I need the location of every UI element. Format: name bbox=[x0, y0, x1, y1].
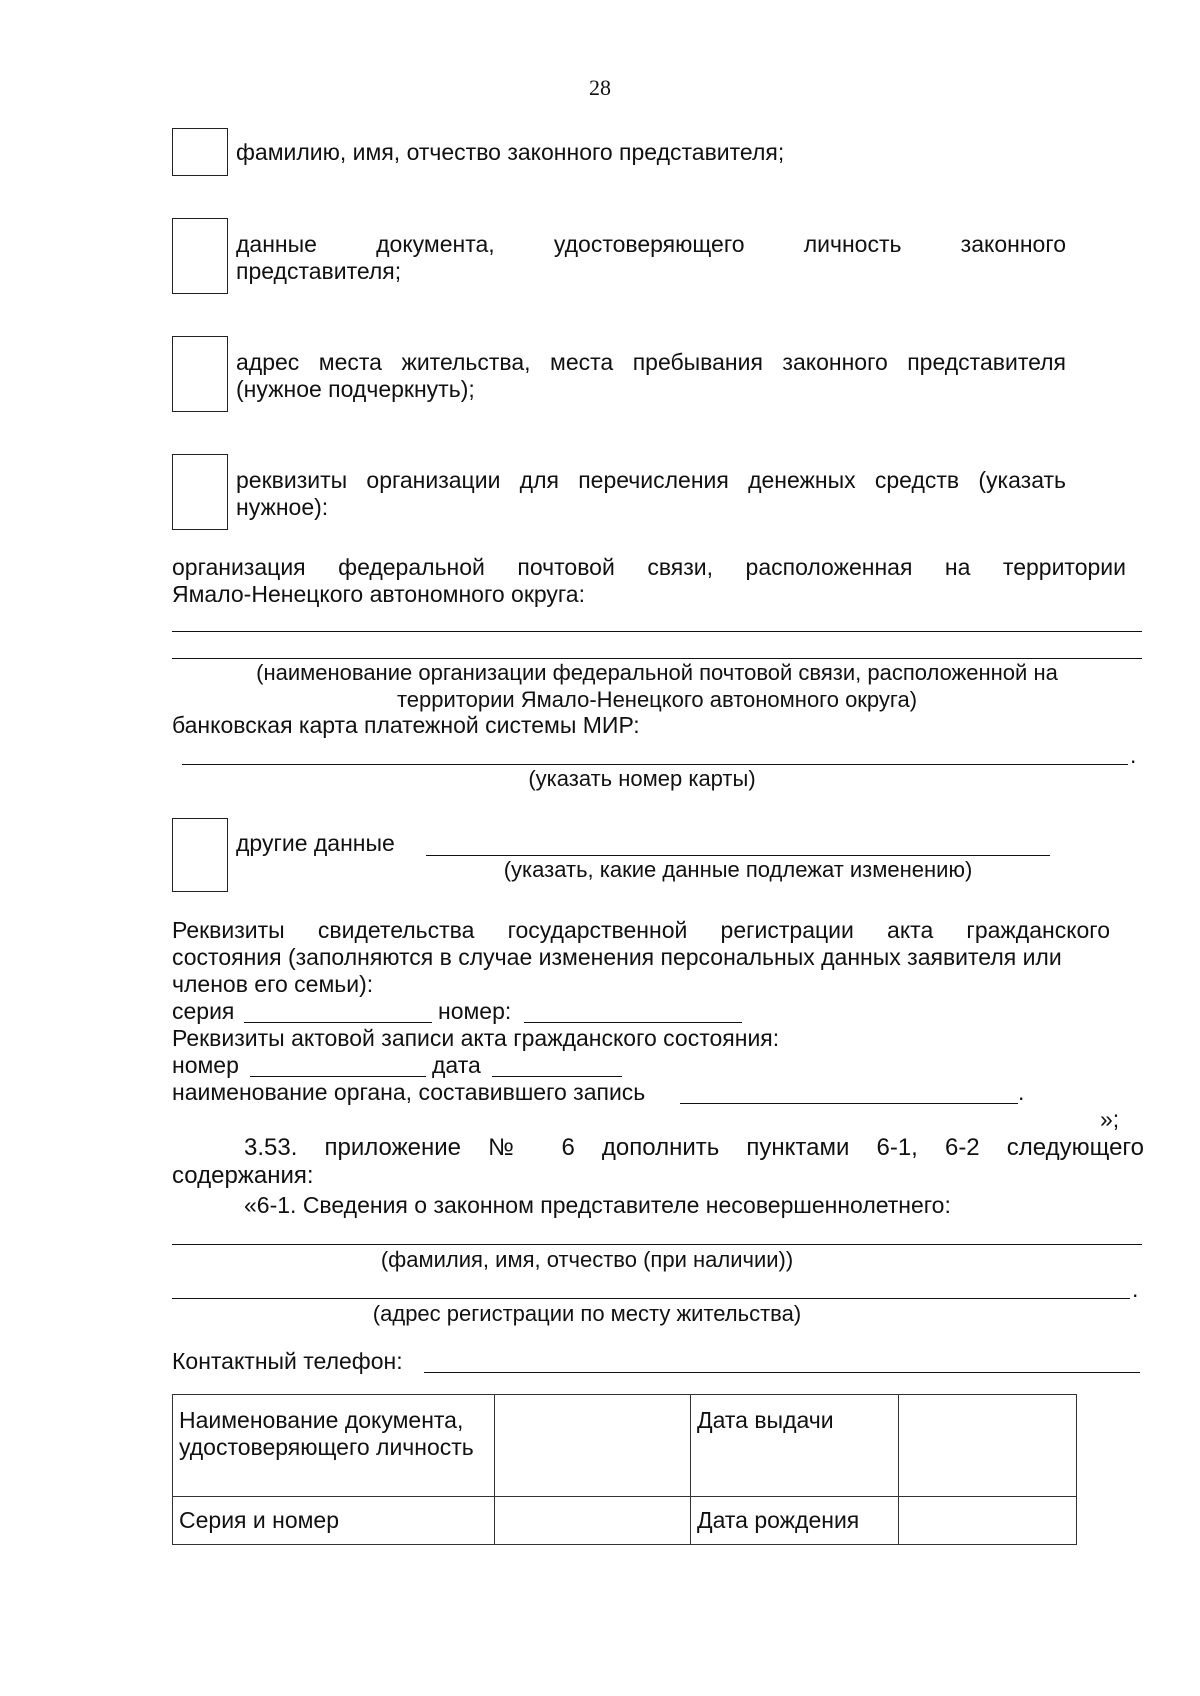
record-date-label: дата bbox=[432, 1052, 481, 1078]
table-cell-series-number-value[interactable] bbox=[495, 1497, 691, 1545]
postal-organization-text: организация федеральной почтовой связи, расположенная на территории bbox=[172, 554, 1126, 580]
table-row bbox=[173, 1497, 1077, 1545]
document-table bbox=[172, 1394, 1077, 1545]
number-label: номер: bbox=[438, 998, 512, 1024]
representative-name-field[interactable] bbox=[172, 1244, 1142, 1245]
section-61-title: «6-1. Сведения о законном представителе несовершеннолетнего: bbox=[244, 1192, 951, 1218]
name-caption: (фамилия, имя, отчество (при наличии)) bbox=[380, 1247, 794, 1272]
section-353-heading-cont: содержания: bbox=[172, 1162, 314, 1189]
series-field[interactable] bbox=[244, 1022, 432, 1023]
authority-label: наименование органа, составившего запись bbox=[172, 1079, 646, 1105]
postal-organization-line-1[interactable] bbox=[172, 631, 1142, 632]
closing-quote: »; bbox=[1100, 1106, 1120, 1132]
record-title: Реквизиты актовой записи акта гражданского состояния: bbox=[172, 1025, 780, 1051]
table-cell-series-number-label: Серия и номер bbox=[173, 1497, 495, 1545]
item-representative-address: адрес места жительства, места пребывания законного представителя bbox=[236, 349, 1066, 375]
postal-caption-2: территории Ямало-Ненецкого автономного округа) bbox=[396, 687, 918, 712]
table-cell-birth-date-label: Дата рождения bbox=[691, 1497, 899, 1545]
certificate-text-1: Реквизиты свидетельства государственной регистрации акта гражданского bbox=[172, 917, 1110, 943]
phone-field[interactable] bbox=[424, 1372, 1140, 1373]
record-number-field[interactable] bbox=[250, 1076, 426, 1077]
checkbox-representative-document[interactable] bbox=[172, 218, 228, 294]
checkbox-representative-address[interactable] bbox=[172, 336, 228, 412]
table-row bbox=[173, 1395, 1077, 1497]
certificate-text-2: состояния (заполняются в случае изменения персональных данных заявителя или bbox=[172, 944, 1062, 970]
item-representative-document-cont: представителя; bbox=[236, 258, 402, 284]
series-label: серия bbox=[172, 998, 235, 1024]
checkbox-representative-name[interactable] bbox=[172, 128, 228, 176]
item-representative-address-cont: (нужное подчеркнуть); bbox=[236, 376, 475, 402]
item-payment-details: реквизиты организации для перечисления денежных средств (указать bbox=[236, 467, 1066, 493]
other-data-label: другие данные bbox=[236, 830, 395, 856]
item-representative-document: данные документа, удостоверяющего личность законного bbox=[236, 231, 1066, 257]
authority-field[interactable] bbox=[680, 1103, 1018, 1104]
address-caption: (адрес регистрации по месту жительства) bbox=[372, 1301, 802, 1326]
certificate-text-3: членов его семьи): bbox=[172, 971, 374, 997]
table-cell-birth-date-value[interactable] bbox=[899, 1497, 1077, 1545]
address-end: . bbox=[1132, 1276, 1139, 1302]
postal-organization-text-cont: Ямало-Ненецкого автономного округа: bbox=[172, 581, 585, 607]
authority-end: . bbox=[1018, 1079, 1025, 1105]
item-representative-name: фамилию, имя, отчество законного представителя; bbox=[236, 139, 785, 165]
phone-label: Контактный телефон: bbox=[172, 1348, 403, 1374]
number-field[interactable] bbox=[524, 1022, 742, 1023]
item-payment-details-cont: нужное): bbox=[236, 494, 329, 520]
checkbox-payment-details[interactable] bbox=[172, 454, 228, 530]
table-cell-doc-name-value[interactable] bbox=[495, 1395, 691, 1497]
bank-card-label: банковская карта платежной системы МИР: bbox=[172, 712, 640, 738]
address-field[interactable] bbox=[172, 1298, 1130, 1299]
record-number-label: номер bbox=[172, 1052, 239, 1078]
other-data-caption: (указать, какие данные подлежат изменению) bbox=[503, 857, 973, 882]
section-353-heading: 3.53. приложение № 6 дополнить пунктами 6-1, 6-2 следующего bbox=[244, 1134, 1144, 1161]
card-line-end: . bbox=[1130, 742, 1137, 768]
table-cell-issue-date-value[interactable] bbox=[899, 1395, 1077, 1497]
postal-caption-1: (наименование организации федеральной почтовой связи, расположенной на bbox=[256, 660, 1058, 685]
table-cell-doc-name-label: Наименование документа, удостоверяющего личность bbox=[173, 1395, 495, 1497]
table-cell-issue-date-label: Дата выдачи bbox=[691, 1395, 899, 1497]
checkbox-other-data[interactable] bbox=[172, 818, 228, 892]
page-number: 28 bbox=[589, 75, 611, 100]
record-date-field[interactable] bbox=[492, 1076, 622, 1077]
card-caption: (указать номер карты) bbox=[528, 766, 756, 791]
